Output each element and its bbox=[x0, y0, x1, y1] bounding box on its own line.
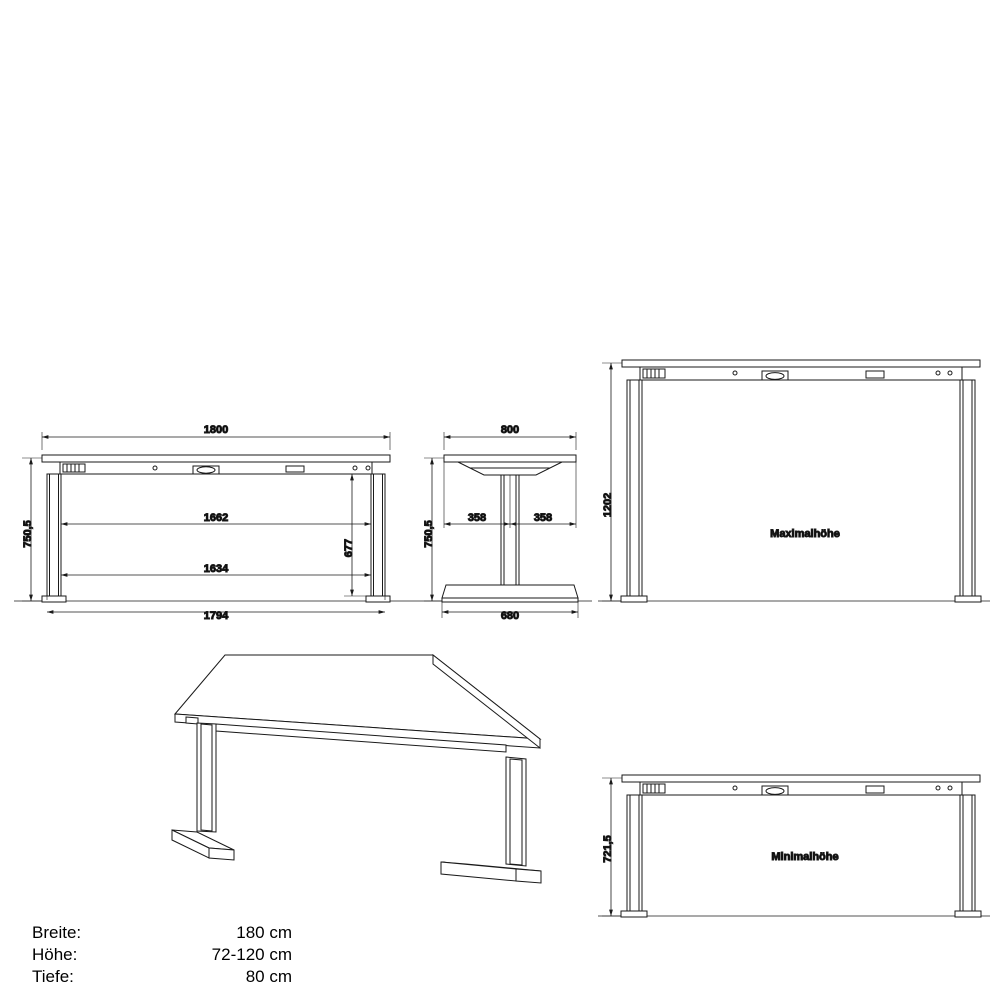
dim-max-height: 1202 bbox=[602, 492, 614, 518]
dim-side-foot-depth: 680 bbox=[500, 610, 520, 622]
spec-row-breite bbox=[32, 922, 292, 944]
dim-side-overall-depth: 800 bbox=[500, 424, 520, 436]
dim-front-inner-upper: 1662 bbox=[203, 512, 229, 524]
label-maximalhoehe: Maximalhöhe bbox=[770, 528, 840, 540]
dim-side-overhang-right: 358 bbox=[533, 512, 553, 524]
min-height-view-desk bbox=[621, 775, 981, 917]
spec-row-hoehe bbox=[32, 944, 292, 966]
spec-label-tiefe: Tiefe: bbox=[32, 967, 74, 986]
spec-row-tiefe bbox=[32, 966, 292, 988]
dim-min-height: 721,5 bbox=[602, 835, 614, 863]
dim-side-height: 750,5 bbox=[423, 520, 435, 548]
spec-value-breite: 180 cm bbox=[236, 923, 292, 942]
label-minimalhoehe: Minimalhöhe bbox=[771, 851, 839, 863]
dim-front-overall-width: 1800 bbox=[203, 424, 229, 436]
spec-value-tiefe: 80 cm bbox=[245, 967, 292, 986]
max-height-extension-lines bbox=[602, 363, 622, 601]
front-view-desk bbox=[42, 455, 390, 602]
dim-front-inner-lower: 1634 bbox=[203, 563, 229, 575]
spec-label-hoehe: Höhe: bbox=[32, 945, 78, 964]
dim-front-height: 750,5 bbox=[22, 520, 34, 548]
dim-side-overhang-left: 358 bbox=[467, 512, 487, 524]
max-height-view-desk bbox=[621, 360, 981, 602]
spec-label-breite: Breite: bbox=[32, 923, 82, 942]
perspective-view-desk bbox=[172, 655, 541, 883]
dim-front-leg-clear-height: 677 bbox=[343, 538, 355, 558]
dim-front-foot-span: 1794 bbox=[203, 610, 229, 622]
spec-list bbox=[32, 922, 292, 988]
spec-value-hoehe: 72-120 cm bbox=[211, 945, 292, 964]
